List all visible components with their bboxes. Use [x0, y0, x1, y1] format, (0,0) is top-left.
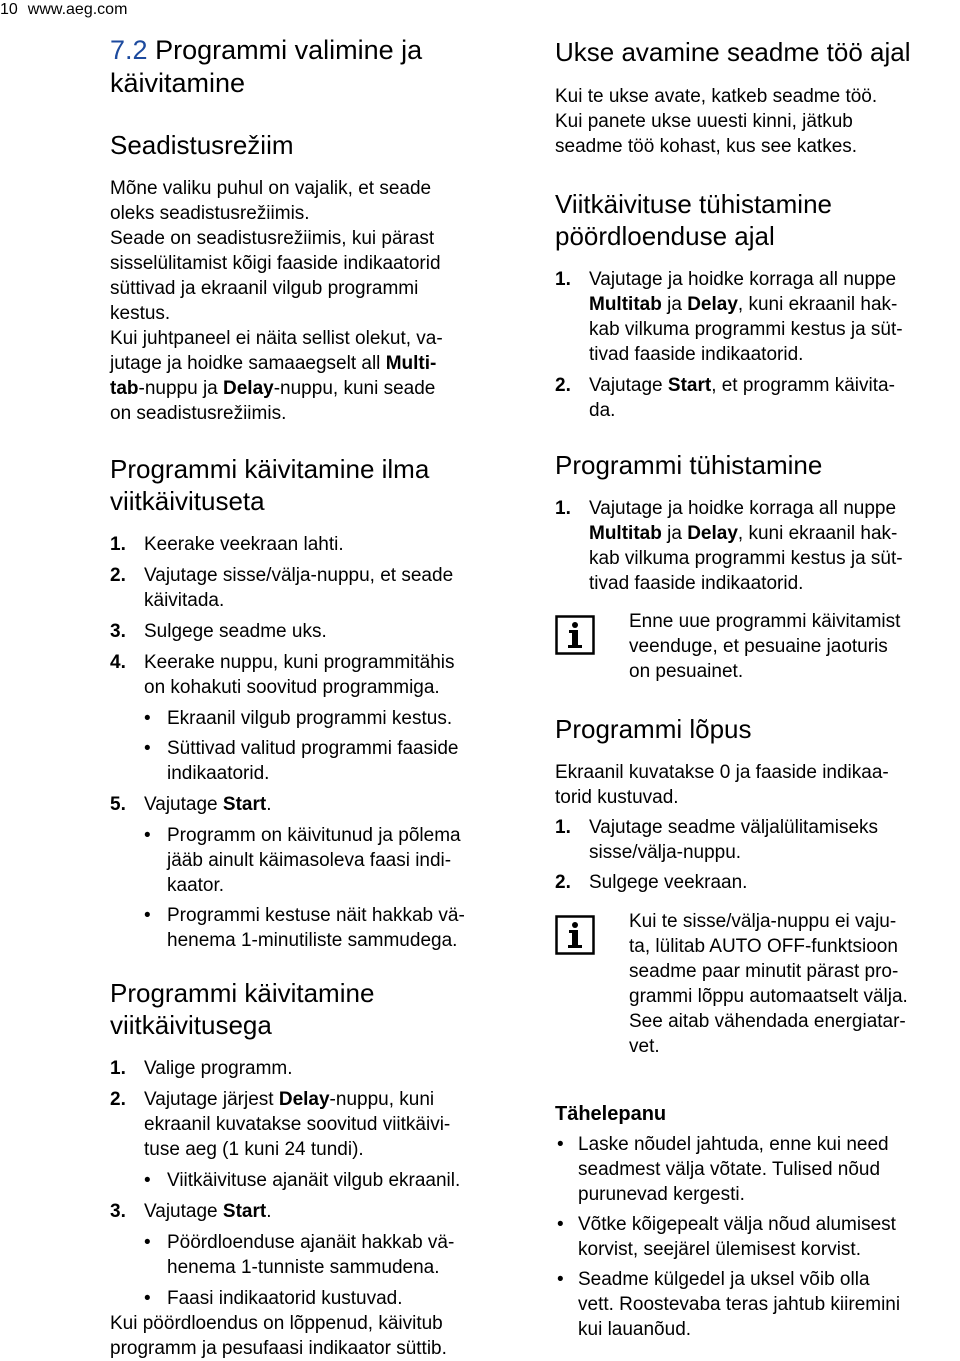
step-text: kab vilkuma programmi kestus ja süt-: [589, 319, 903, 340]
program-end-text: [555, 760, 960, 895]
caution-item: [555, 1212, 960, 1262]
text-line: seadme paar minutit pärast pro-: [629, 961, 899, 982]
text-line: • Laske nõudel jahtuda, enne kui need: [578, 1134, 889, 1155]
text-line: Kui panete ukse uuesti kinni, jätkub: [555, 111, 853, 132]
text-line: seadme töö kohast, kus see katkes.: [555, 136, 858, 157]
setup-text: [110, 176, 520, 426]
step-text: [589, 373, 960, 398]
step-text: on kohakuti soovitud programmiga.: [144, 677, 440, 698]
text-line: Ekraanil kuvatakse 0 ja faaside indikaa-: [555, 762, 889, 783]
step-text: Vajutage ja hoidke korraga all nuppe: [589, 498, 897, 519]
step-text: tuse aeg (1 kuni 24 tundi).: [144, 1139, 364, 1160]
start-label: Start: [667, 375, 712, 396]
cancel-program-steps: [555, 496, 960, 596]
text-line: Kui juhtpaneel ei näita sellist olekut, va-: [110, 328, 443, 349]
setup-heading: Seadistusrežiim: [110, 130, 294, 160]
text-line: on pesuainet.: [629, 661, 744, 682]
text-segment: Vajutage järjest: [144, 1089, 279, 1110]
caution-item: [555, 1267, 960, 1342]
step-text: da.: [589, 400, 616, 421]
text-line: • Võtke kõigepealt välja nõud alumisest: [578, 1214, 896, 1235]
step-text: .: [266, 794, 272, 815]
bullet-text: henema 1-minutiliste sammudega.: [167, 930, 458, 951]
text-line: [110, 351, 520, 376]
delay-label: Delay: [278, 1089, 330, 1110]
bullet-text: • Programm on käivitunud ja põlema: [167, 825, 461, 846]
step: [555, 267, 960, 367]
text-segment: , kuni ekraanil hak-: [737, 294, 898, 315]
text-line: programm ja pesufaasi indikaator süttib.: [110, 1338, 447, 1359]
bullet-text: Faasi indikaatorid kustuvad.: [167, 1288, 403, 1309]
text-segment: -nuppu, kuni: [329, 1089, 435, 1110]
multitab-label: tab: [110, 378, 139, 399]
step-text: Vajutage ja hoidke korraga all nuppe: [589, 269, 897, 290]
text-segment: jutage ja hoidke samaaegselt all: [110, 353, 386, 374]
website: www.aeg.com: [27, 1, 128, 18]
step-number: 1.: [555, 817, 571, 838]
text-line: kui lauanõud.: [578, 1319, 692, 1340]
cancel-program-heading: Programmi tühistamine: [555, 450, 823, 480]
text-line: on seadistusrežiimis.: [110, 403, 287, 424]
text-line: Mõne valiku puhul on vajalik, et seade: [110, 178, 432, 199]
step: [555, 870, 960, 895]
step-number: 2.: [555, 375, 571, 396]
page-header: [0, 0, 127, 20]
text-segment: ja: [661, 294, 688, 315]
step-text: [144, 1087, 520, 1112]
heading-line: Viitkäivituse tühistamine: [555, 189, 832, 219]
text-line: korvist, seejärel ülemisest korvist.: [578, 1239, 861, 1260]
step-number: 2.: [110, 565, 126, 586]
step-text: tivad faaside indikaatorid.: [589, 573, 804, 594]
heading-line: Programmi käivitamine: [110, 978, 375, 1008]
text-segment: , kuni ekraanil hak-: [737, 523, 898, 544]
step: [110, 532, 520, 557]
step: [110, 650, 520, 700]
note-text: [629, 909, 960, 1059]
text-line: Enne uue programmi käivitamist: [629, 611, 901, 632]
heading-line: Programmi käivitamine ilma: [110, 454, 430, 484]
multitab-label: Multitab: [589, 523, 662, 544]
delay-label: Delay: [223, 378, 274, 399]
text-line: Kui te ukse avate, katkeb seadme töö.: [555, 86, 878, 107]
bullet-text: indikaatorid.: [167, 763, 270, 784]
text-line: grammi lõppu automaatselt välja.: [629, 986, 908, 1007]
bullet-item: [110, 903, 520, 953]
bullet-text: kaator.: [167, 875, 225, 896]
step: [555, 373, 960, 423]
caution-list: [555, 1132, 960, 1342]
text-line: torid kustuvad.: [555, 787, 679, 808]
text-line: • Seadme külgedel ja uksel võib olla: [578, 1269, 870, 1290]
step-text: kab vilkuma programmi kestus ja süt-: [589, 548, 903, 569]
step-number: 5.: [110, 794, 126, 815]
multitab-label: Multi-: [385, 353, 437, 374]
section-number: 7.2: [110, 35, 148, 65]
text-segment: -nuppu ja: [138, 378, 224, 399]
text-segment: , et programm käivita-: [711, 375, 895, 396]
text-line: vett. Roostevaba teras jahtub kiiremini: [578, 1294, 901, 1315]
step-text: Sulgege veekraan.: [589, 872, 748, 893]
text-line: Kui te sisse/välja-nuppu ei vaju-: [629, 911, 897, 932]
text-line: seadmest välja võtate. Tulised nõud: [578, 1159, 881, 1180]
step-text: käivitada.: [144, 590, 225, 611]
bullet-item: [110, 823, 520, 898]
step-text: [589, 292, 960, 317]
program-end-heading: Programmi lõpus: [555, 714, 752, 744]
step-number: 1.: [555, 269, 571, 290]
bullet-text: • Pöördloenduse ajanäit hakkab vä-: [167, 1232, 455, 1253]
step: [110, 1056, 520, 1081]
text-line: veenduge, et pesuaine jaoturis: [629, 636, 888, 657]
bullet-item: [110, 1230, 520, 1280]
step-text: Sulgege seadme uks.: [144, 621, 327, 642]
text-line: vet.: [629, 1036, 660, 1057]
text-line: Kui pöördloendus on lõppenud, käivitub: [110, 1313, 443, 1334]
step: [110, 619, 520, 644]
step-number: 1.: [555, 498, 571, 519]
delay-label: Delay: [687, 294, 738, 315]
start-no-delay-heading: [110, 453, 520, 517]
section-title-text: Programmi valimine ja käivitamine: [110, 35, 423, 98]
bullet-item: [110, 1168, 520, 1193]
heading-line: viitkäivituseta: [110, 486, 265, 516]
text-line: purunevad kergesti.: [578, 1184, 745, 1205]
step-number: 3.: [110, 621, 126, 642]
step-text: [589, 521, 960, 546]
bullet-text: • Süttivad valitud programmi faaside: [167, 738, 459, 759]
start-delay-steps: [110, 1056, 520, 1361]
start-no-delay-steps: [110, 532, 520, 953]
step-number: 1.: [110, 534, 126, 555]
text-segment: Vajutage: [589, 375, 668, 396]
text-line: oleks seadistusrežiimis.: [110, 203, 310, 224]
text-line: See aitab vähendada energiatar-: [629, 1011, 906, 1032]
bullet-text: jääb ainult käimasoleva faasi indi-: [167, 850, 452, 871]
door-text: [555, 84, 960, 159]
info-note: [555, 909, 960, 1059]
step-text: Keerake veekraan lahti.: [144, 534, 344, 555]
step: [110, 792, 520, 817]
bullet-item: [110, 706, 520, 731]
start-delay-heading: [110, 977, 520, 1041]
step-text: Keerake nuppu, kuni programmitähis: [144, 652, 455, 673]
text-line: [110, 376, 520, 401]
text-segment: ja: [661, 523, 688, 544]
caution-heading: Tähelepanu: [555, 1103, 667, 1125]
heading-line: viitkäivitusega: [110, 1010, 272, 1040]
step-text: .: [266, 1201, 272, 1222]
bullet-text: • Programmi kestuse näit hakkab vä-: [167, 905, 465, 926]
note-text: [629, 609, 960, 684]
section-title: [110, 34, 520, 100]
text-segment: -nuppu, kuni seade: [273, 378, 436, 399]
bullet-item: [110, 736, 520, 786]
closing-text: [110, 1311, 520, 1361]
step-text: Vajutage sisse/välja-nuppu, et seade: [144, 565, 454, 586]
step-number: 2.: [555, 872, 571, 893]
start-label: Start: [222, 1201, 267, 1222]
text-line: süttivad ja ekraanil vilgub programmi: [110, 278, 419, 299]
text-line: kestus.: [110, 303, 171, 324]
door-heading: Ukse avamine seadme töö ajal: [555, 37, 911, 67]
info-icon: [555, 615, 595, 655]
step-text: ekraanil kuvatakse soovitud viitkäivi-: [144, 1114, 451, 1135]
step-text: Valige programm.: [144, 1058, 293, 1079]
step-text: Vajutage: [144, 794, 223, 815]
caution-item: [555, 1132, 960, 1207]
step-number: 1.: [110, 1058, 126, 1079]
start-label: Start: [222, 794, 267, 815]
step: [110, 563, 520, 613]
step: [110, 1087, 520, 1162]
multitab-label: Multitab: [589, 294, 662, 315]
step-text: Vajutage: [144, 1201, 223, 1222]
step-text: sisse/välja-nuppu.: [589, 842, 742, 863]
info-note: [555, 609, 960, 684]
step: [555, 496, 960, 596]
bullet-text: Viitkäivituse ajanäit vilgub ekraanil.: [167, 1170, 461, 1191]
delay-label: Delay: [687, 523, 738, 544]
step: [110, 1199, 520, 1224]
info-icon: [555, 915, 595, 955]
heading-line: pöördloenduse ajal: [555, 221, 775, 251]
bullet-item: [110, 1286, 520, 1311]
cancel-delay-steps: [555, 267, 960, 423]
step-number: 3.: [110, 1201, 126, 1222]
step-number: 2.: [110, 1089, 126, 1110]
text-line: ta, lülitab AUTO OFF-funktsioon: [629, 936, 898, 957]
text-line: Seade on seadistusrežiimis, kui pärast: [110, 228, 435, 249]
step: [555, 815, 960, 865]
cancel-delay-heading: [555, 188, 960, 252]
step-number: 4.: [110, 652, 126, 673]
step-text: tivad faaside indikaatorid.: [589, 344, 804, 365]
bullet-text: henema 1-tunniste sammudena.: [167, 1257, 440, 1278]
text-line: sisselülitamist kõigi faaside indikaatorid: [110, 253, 441, 274]
bullet-text: Ekraanil vilgub programmi kestus.: [167, 708, 453, 729]
step-text: Vajutage seadme väljalülitamiseks: [589, 817, 879, 838]
page-number: 10: [0, 1, 18, 18]
